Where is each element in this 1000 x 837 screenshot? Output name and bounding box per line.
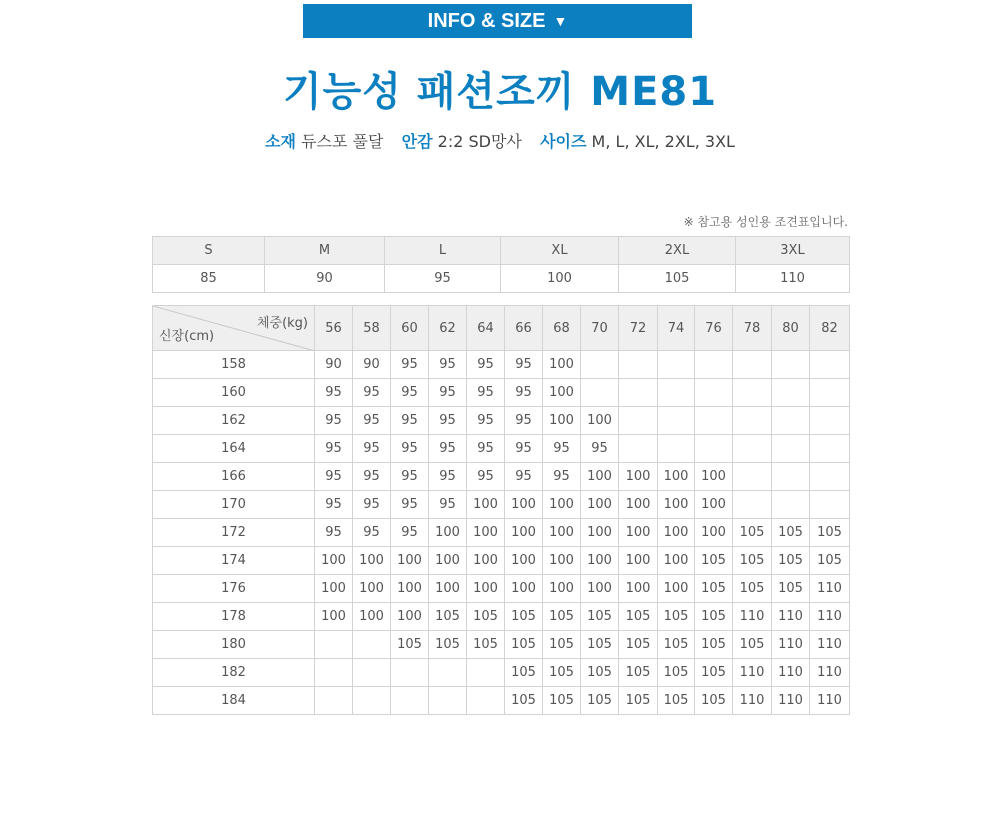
size-cell: 100 [658,575,695,603]
size-cell: 105 [543,659,581,687]
table-row [153,351,850,379]
size-cell: 105 [467,631,505,659]
size-cell: 95 [505,407,543,435]
size-cell: 105 [429,603,467,631]
size-cell [733,407,772,435]
size-cell [772,435,810,463]
size-cell: 110 [733,603,772,631]
size-cell: 100 [581,463,619,491]
weight-header-cell: 60 [391,306,429,351]
size-cell: 105 [581,603,619,631]
size-cell: 105 [733,631,772,659]
size-cell: 100 [658,547,695,575]
size-cell: 100 [353,547,391,575]
size-cell: 100 [619,491,658,519]
table-row [153,547,850,575]
size-cell: 95 [429,407,467,435]
table-row [153,659,850,687]
size-cell [772,407,810,435]
height-axis-label: 신장(cm) [159,329,215,344]
weight-header-cell: 56 [315,306,353,351]
table-row [153,463,850,491]
size-cell [810,463,850,491]
size-cell [353,659,391,687]
size-cell [391,687,429,715]
banner-label: INFO & SIZE [427,9,546,32]
weight-header-cell: 72 [619,306,658,351]
size-cell: 95 [467,407,505,435]
size-cell [581,351,619,379]
size-cell: 100 [658,519,695,547]
size-cell: 95 [353,379,391,407]
size-cell: 100 [581,547,619,575]
size-cell: 100 [695,491,733,519]
size-cell: 105 [467,603,505,631]
size-cell: 95 [353,463,391,491]
size-cell: 105 [505,659,543,687]
size-cell: 100 [658,491,695,519]
size-cell: 100 [505,547,543,575]
size-cell: 95 [391,379,429,407]
height-cell: 178 [153,603,315,631]
size-cell: 95 [391,491,429,519]
size-cell: 100 [543,547,581,575]
weight-axis-label: 체중(kg) [256,316,308,331]
size-cell: 95 [391,463,429,491]
weight-header-cell: 82 [810,306,850,351]
size-cell: 100 [581,491,619,519]
height-cell: 158 [153,351,315,379]
size-cell: 95 [353,435,391,463]
size-cell: 105 [695,631,733,659]
size-cell: 95 [353,491,391,519]
table-row [153,519,850,547]
weight-header-cell: 78 [733,306,772,351]
size-value-cell: 95 [385,265,501,293]
size-cell [733,435,772,463]
size-cell [810,351,850,379]
size-cell [810,491,850,519]
size-cell: 100 [505,519,543,547]
size-cell: 100 [505,491,543,519]
size-cell [810,379,850,407]
size-cell [772,491,810,519]
size-cell: 100 [391,575,429,603]
height-cell: 182 [153,659,315,687]
size-cell: 110 [733,659,772,687]
size-value-cell: 90 [265,265,385,293]
size-cell: 110 [810,631,850,659]
triangle-down-icon: ▼ [553,13,568,29]
weight-header-cell: 70 [581,306,619,351]
product-title: 기능성 패션조끼 ME81 [282,69,718,115]
table-row [153,435,850,463]
size-cell [619,379,658,407]
table-row [153,603,850,631]
size-cell: 100 [619,519,658,547]
height-cell: 174 [153,547,315,575]
size-cell: 95 [581,435,619,463]
spec-size-value: M, L, XL, 2XL, 3XL [591,132,735,151]
size-cell: 100 [467,491,505,519]
table-row [153,687,850,715]
table-row [153,379,850,407]
size-cell: 100 [543,575,581,603]
size-cell: 100 [543,491,581,519]
size-cell [429,687,467,715]
size-conversion-table [152,236,850,293]
size-cell: 110 [810,575,850,603]
size-cell: 100 [315,603,353,631]
weight-header-cell: 62 [429,306,467,351]
size-cell: 95 [429,379,467,407]
weight-header-cell: 74 [658,306,695,351]
size-cell: 100 [467,519,505,547]
table-row [153,631,850,659]
size-cell: 105 [658,603,695,631]
size-header-row [153,237,850,265]
size-cell: 100 [695,519,733,547]
size-cell: 105 [619,603,658,631]
size-cell: 100 [391,547,429,575]
size-cell: 105 [581,687,619,715]
size-cell: 100 [619,463,658,491]
weight-header-cell: 76 [695,306,733,351]
size-cell: 105 [695,603,733,631]
size-value-row [153,265,850,293]
height-cell: 160 [153,379,315,407]
size-cell: 105 [695,687,733,715]
size-cell [772,351,810,379]
size-cell: 105 [810,547,850,575]
size-cell: 100 [353,603,391,631]
size-cell [658,435,695,463]
weight-header-cell: 68 [543,306,581,351]
size-cell [695,435,733,463]
size-cell: 110 [772,687,810,715]
size-cell [619,435,658,463]
spec-lining-value: 2:2 SD망사 [437,132,522,151]
size-cell [658,351,695,379]
size-cell [353,631,391,659]
size-value-cell: 105 [619,265,736,293]
size-cell: 100 [543,519,581,547]
size-cell: 95 [391,435,429,463]
size-cell: 105 [658,687,695,715]
table-row [153,575,850,603]
size-cell: 105 [429,631,467,659]
size-cell: 95 [505,463,543,491]
size-cell [810,407,850,435]
size-cell: 100 [315,575,353,603]
size-cell: 100 [429,547,467,575]
size-cell: 100 [543,379,581,407]
weight-header-cell: 80 [772,306,810,351]
size-cell [810,435,850,463]
size-cell: 95 [467,463,505,491]
size-cell: 95 [315,491,353,519]
size-cell: 95 [429,463,467,491]
size-cell: 100 [581,407,619,435]
table-row [153,407,850,435]
size-cell [315,631,353,659]
size-cell: 105 [772,519,810,547]
size-value-cell: 110 [736,265,850,293]
size-cell: 110 [772,631,810,659]
size-cell: 90 [353,351,391,379]
size-cell: 100 [429,575,467,603]
size-cell [772,379,810,407]
size-cell [658,407,695,435]
size-cell: 110 [733,687,772,715]
size-cell: 105 [543,603,581,631]
size-cell: 100 [467,547,505,575]
size-cell [733,351,772,379]
size-cell: 105 [619,631,658,659]
size-cell: 100 [619,547,658,575]
size-cell: 105 [581,631,619,659]
height-cell: 162 [153,407,315,435]
height-cell: 166 [153,463,315,491]
height-cell: 180 [153,631,315,659]
size-cell: 110 [772,659,810,687]
size-cell: 95 [353,407,391,435]
size-cell: 105 [505,687,543,715]
size-cell: 95 [391,519,429,547]
size-cell: 110 [810,687,850,715]
reference-note: ※ 참고용 성인용 조견표입니다. [683,215,848,229]
size-cell [658,379,695,407]
size-header-cell: 3XL [736,237,850,265]
size-cell [733,463,772,491]
size-cell: 95 [315,407,353,435]
size-cell: 105 [733,575,772,603]
size-cell: 95 [429,351,467,379]
size-cell: 105 [695,659,733,687]
size-cell [619,351,658,379]
table-row [153,491,850,519]
size-cell [695,351,733,379]
size-cell [315,659,353,687]
height-cell: 176 [153,575,315,603]
size-header-cell: XL [501,237,619,265]
size-cell: 95 [429,491,467,519]
size-cell: 100 [658,463,695,491]
size-cell: 95 [467,435,505,463]
info-size-banner [303,4,692,38]
size-cell: 105 [543,687,581,715]
size-cell: 95 [391,351,429,379]
size-value-cell: 85 [153,265,265,293]
size-cell: 95 [315,435,353,463]
size-cell [391,659,429,687]
size-cell: 95 [429,435,467,463]
size-cell: 110 [810,659,850,687]
weight-header-row [153,306,850,351]
size-cell: 105 [810,519,850,547]
size-cell: 95 [315,463,353,491]
size-cell [695,407,733,435]
size-cell: 100 [581,519,619,547]
chart-corner-cell [153,306,315,351]
size-header-cell: 2XL [619,237,736,265]
size-header-cell: S [153,237,265,265]
size-cell: 95 [467,351,505,379]
size-cell: 105 [772,547,810,575]
size-cell [581,379,619,407]
spec-material-key: 소재 [265,132,296,151]
size-cell: 105 [695,575,733,603]
size-cell: 95 [543,463,581,491]
size-cell: 95 [467,379,505,407]
size-cell: 100 [353,575,391,603]
weight-header-cell: 66 [505,306,543,351]
size-cell: 105 [695,547,733,575]
spec-size-key: 사이즈 [540,132,587,151]
size-cell: 105 [505,631,543,659]
height-cell: 170 [153,491,315,519]
size-cell: 105 [619,687,658,715]
size-cell: 105 [658,631,695,659]
size-cell [353,687,391,715]
size-cell: 95 [505,379,543,407]
product-specs [0,129,1000,152]
size-cell: 95 [505,351,543,379]
size-cell [315,687,353,715]
size-cell [733,379,772,407]
size-cell: 110 [810,603,850,631]
spec-material-value: 듀스포 풀달 [301,132,384,151]
size-cell [733,491,772,519]
size-cell: 95 [315,379,353,407]
size-cell: 105 [391,631,429,659]
size-cell: 105 [658,659,695,687]
spec-lining-key: 안감 [401,132,433,151]
size-cell: 95 [543,435,581,463]
size-cell [467,659,505,687]
size-cell: 105 [733,519,772,547]
size-cell [467,687,505,715]
size-cell: 100 [543,351,581,379]
weight-header-cell: 64 [467,306,505,351]
size-cell: 100 [467,575,505,603]
height-weight-size-chart [152,305,850,715]
size-cell: 100 [619,575,658,603]
size-value-cell: 100 [501,265,619,293]
size-cell [619,407,658,435]
size-cell: 100 [429,519,467,547]
height-cell: 164 [153,435,315,463]
size-cell: 110 [772,603,810,631]
size-cell [429,659,467,687]
size-cell: 100 [543,407,581,435]
height-cell: 172 [153,519,315,547]
size-cell: 100 [505,575,543,603]
size-cell: 105 [581,659,619,687]
size-cell: 100 [695,463,733,491]
size-cell: 105 [733,547,772,575]
size-cell: 90 [315,351,353,379]
size-cell: 100 [315,547,353,575]
size-cell: 105 [505,603,543,631]
size-cell [695,379,733,407]
size-cell: 95 [353,519,391,547]
size-cell: 100 [391,603,429,631]
size-cell: 105 [772,575,810,603]
size-cell: 100 [581,575,619,603]
size-cell: 105 [543,631,581,659]
size-cell: 95 [505,435,543,463]
size-header-cell: L [385,237,501,265]
size-cell: 95 [315,519,353,547]
size-cell: 95 [391,407,429,435]
size-cell [772,463,810,491]
weight-header-cell: 58 [353,306,391,351]
height-cell: 184 [153,687,315,715]
size-header-cell: M [265,237,385,265]
size-cell: 105 [619,659,658,687]
